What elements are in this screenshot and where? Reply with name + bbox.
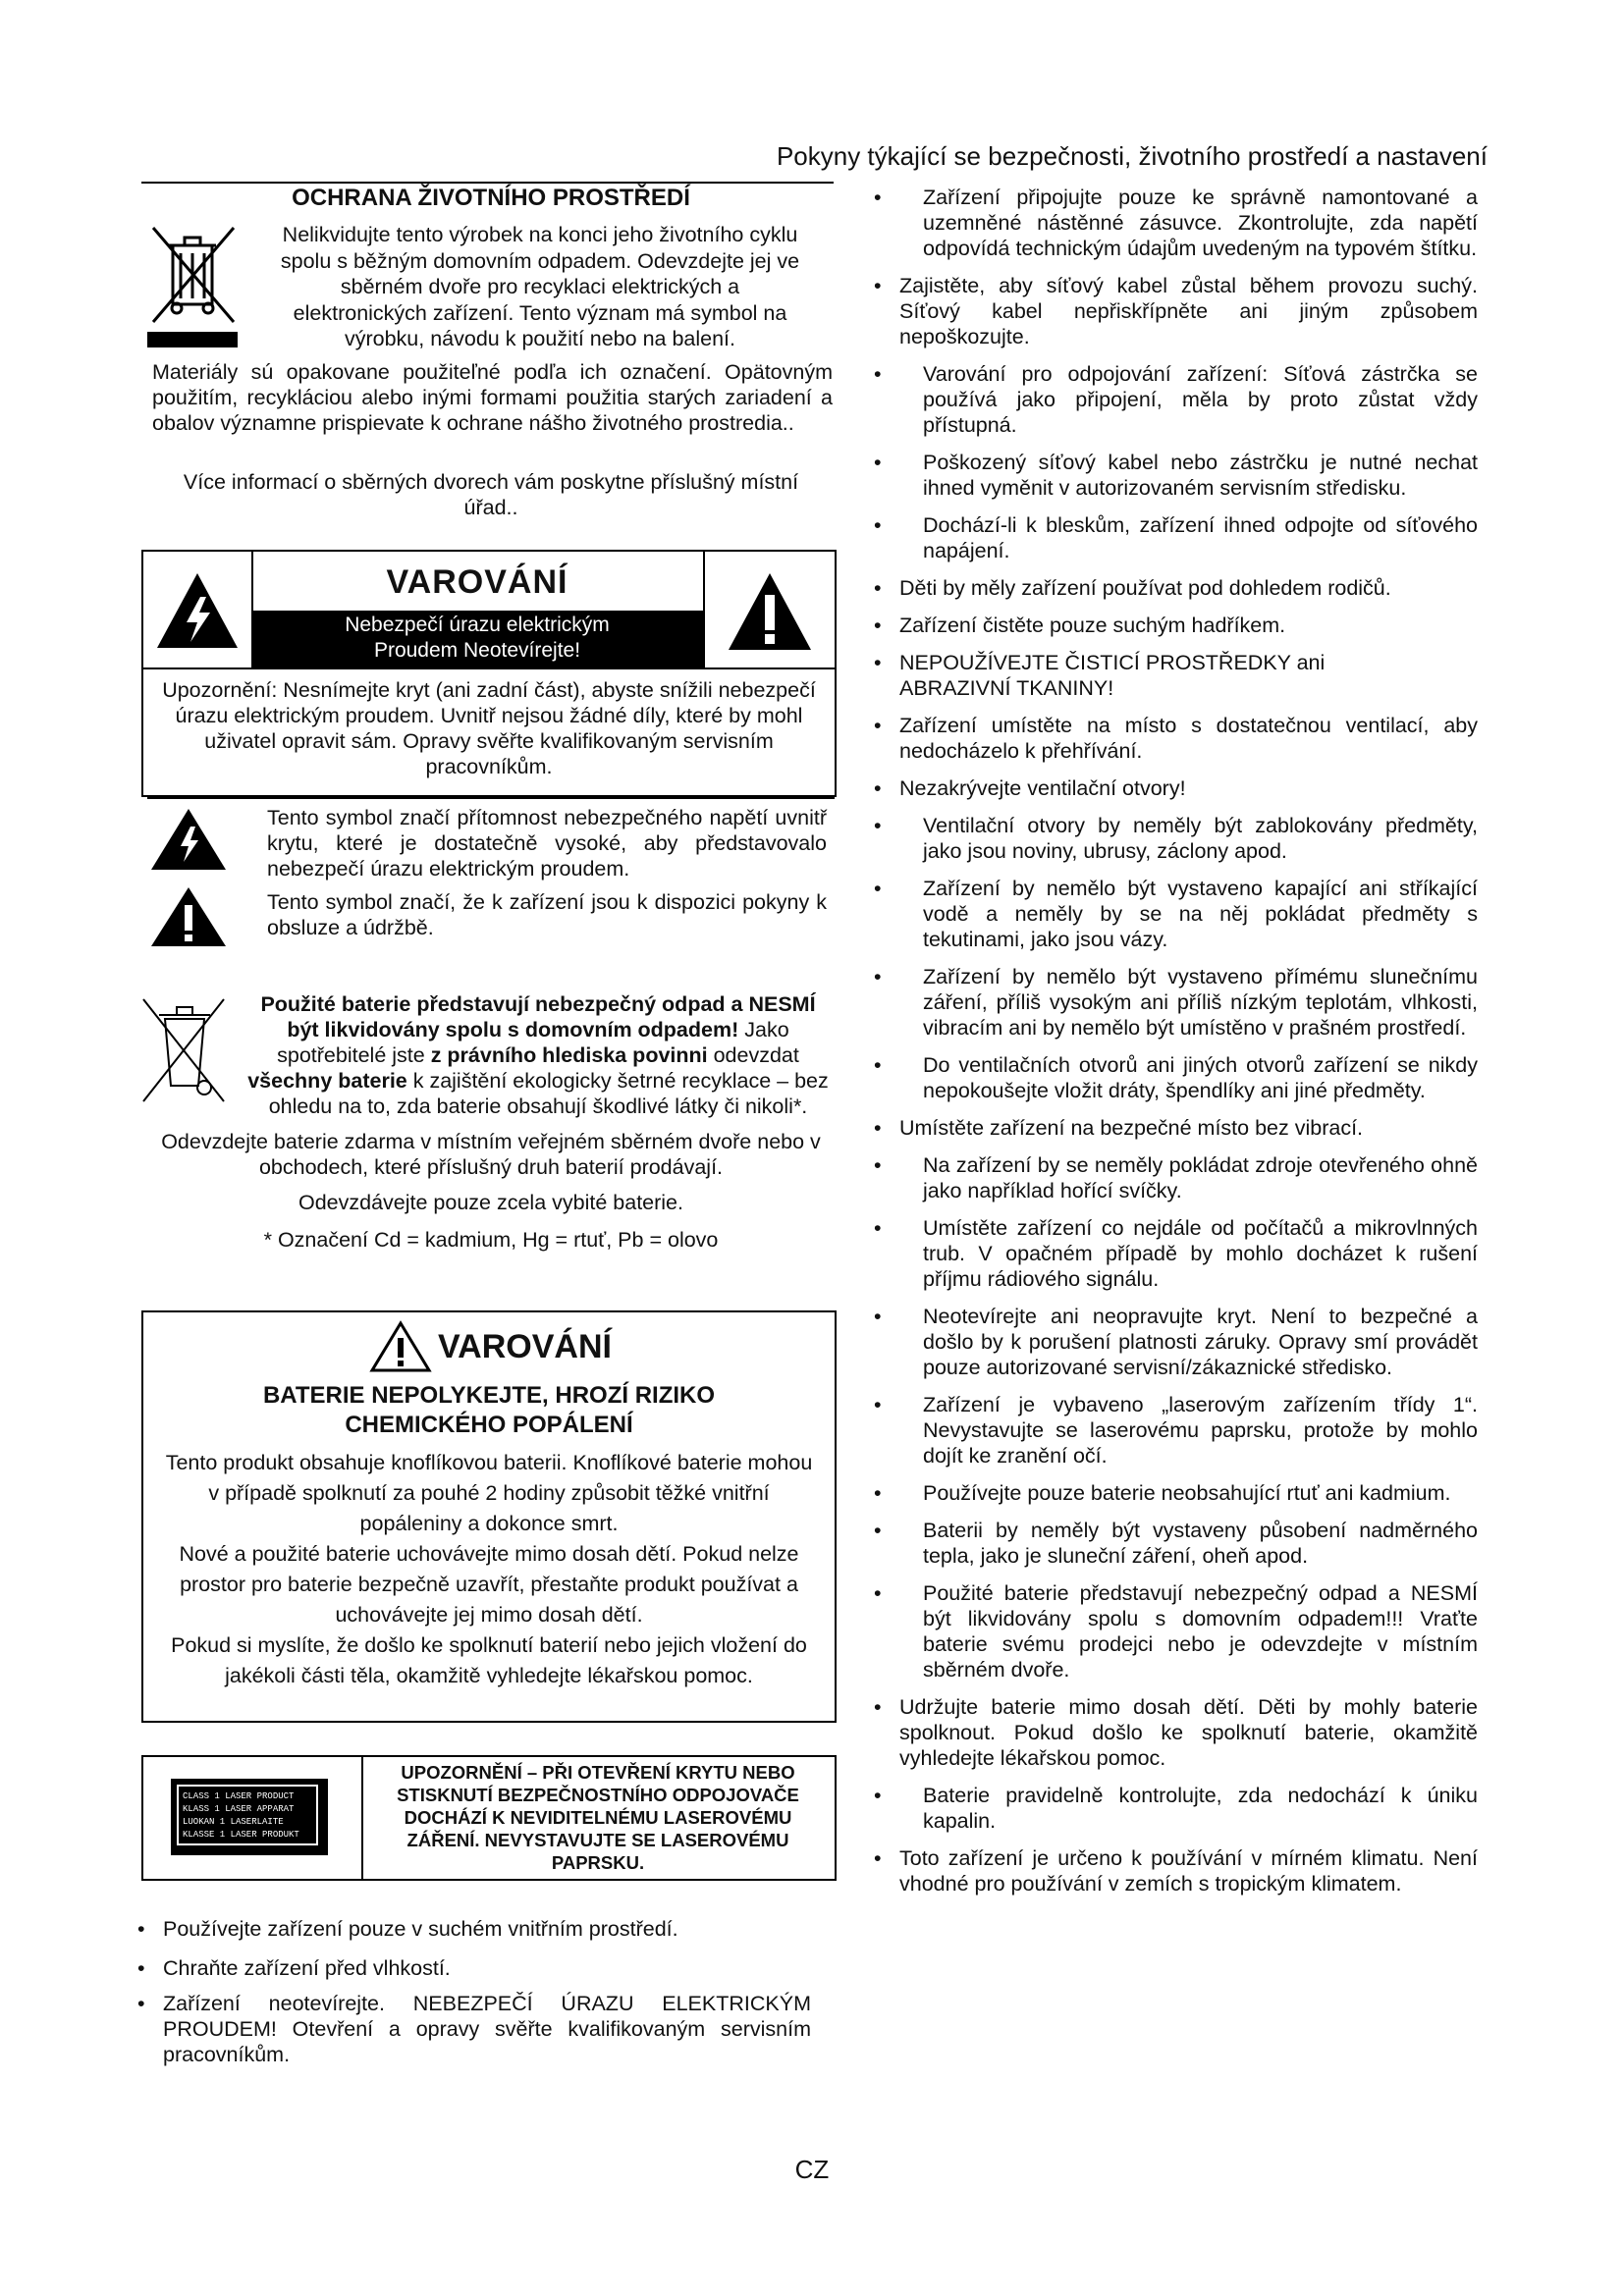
laser-label-text (177, 1785, 318, 1845)
bullet-dot: • (874, 274, 882, 297)
bullet-text: Neotevírejte ani neopravujte kryt. Není to bezpečné a došlo by k porušení platnosti záruky. Opravy smí provádět pouze autorizované servisní/zákaznické středisko. (923, 1305, 1478, 1379)
right-bullet-item (874, 1694, 1478, 1771)
laser-label-line: CLASS 1 LASER PRODUCT (183, 1791, 295, 1801)
right-bullet-item (874, 185, 1478, 261)
battery-warning-subtitle (143, 1381, 835, 1440)
laser-label (171, 1779, 328, 1855)
bullet-text: Zařízení umístěte na místo s dostatečnou ventilací, aby nedocházelo k přehřívání. (899, 714, 1478, 763)
bullet-dot: • (874, 1846, 882, 1870)
bullet-dot: • (874, 1116, 882, 1140)
right-bullet-item (874, 775, 1478, 801)
right-bullet-item (874, 1518, 1478, 1569)
bullet-text: Děti by měly zařízení používat pod dohledem rodičů. (899, 576, 1391, 600)
bullet-text: Zařízení připojujte pouze ke správně namontované a uzemněné nástěnné zásuvce. Zkontrolujte, zda napětí odpovídá technickým údajům uvedeným na typovém štítku. (923, 186, 1478, 260)
right-bullet-item (874, 1152, 1478, 1203)
battery-return-text: Odevzdejte baterie zdarma v místním veřejném sběrném dvoře nebo v obchodech, které příslušný druh baterií prodávají. (161, 1130, 821, 1179)
bullet-dot: • (874, 714, 882, 737)
env-line: výrobku, návodu k použití nebo na balení. (344, 327, 736, 350)
battery-bold: všechny baterie (247, 1069, 407, 1093)
right-bullet-item (874, 964, 1478, 1041)
battery-warning-paragraph: Tento produkt obsahuje knoflíkovou baterii. Knoflíkové baterie mohou v případě spolknutí za pouhé 2 hodiny způsobit těžké vnitřní popáleniny a dokonce smrt. (165, 1451, 813, 1535)
laser-warning-box (141, 1755, 837, 1881)
bullet-text: Varování pro odpojování zařízení: Síťová zástrčka se používá jako připojení, měla by proto zůstat vždy přístupná. (923, 362, 1478, 437)
exclamation-warning-icon (705, 552, 835, 667)
voltage-symbol-text: Tento symbol značí přítomnost nebezpečného napětí uvnitř krytu, které je dostatečně vysoké, aby představovalo nebezpečí úrazu elektrickým proudem. (267, 806, 827, 881)
subtitle-line: CHEMICKÉHO POPÁLENÍ (345, 1412, 633, 1438)
bullet-text: Používejte zařízení pouze v suchém vnitřním prostředí. (163, 1917, 678, 1941)
warning-body: Upozornění: Nesnímejte kryt (ani zadní část), abyste snížili nebezpečí úrazu elektrickým proudem. Uvnitř nejsou žádné díly, které by mohl uživatel opravit sám. Opravy svěřte kvalifikovaným servisním pracovníkům. (162, 678, 816, 778)
bullet-dot: • (874, 965, 882, 988)
laser-label-line: KLASSE 1 LASER PRODUKT (183, 1830, 299, 1840)
electric-warning-box (141, 550, 837, 797)
battery-warning-body (163, 1448, 815, 1691)
battery-bold: Použité baterie představují nebezpečný odpad a NESMÍ být likvidovány spolu s domovním odpadem! (260, 992, 816, 1041)
right-bullet-item (874, 650, 1478, 701)
right-bullet-item (874, 361, 1478, 438)
bullet-dot: • (874, 1481, 882, 1505)
bullet-text: Zajistěte, aby síťový kabel zůstal během provozu suchý. Síťový kabel nepřiskřípněte ani jiným způsobem nepoškozujte. (899, 274, 1478, 348)
bullet-text: Nezakrývejte ventilační otvory! (899, 776, 1186, 800)
env-line: sběrném dvoře pro recyklaci elektrických a (340, 275, 740, 298)
bullet-dot: • (137, 1917, 145, 1941)
right-bullet-item (874, 1783, 1478, 1834)
right-bullet-item (874, 876, 1478, 952)
bullet-text: Zařízení čistěte pouze suchým hadříkem. (899, 614, 1286, 637)
battery-warning-title: VAROVÁNÍ (438, 1328, 612, 1365)
bullet-dot: • (874, 1393, 882, 1416)
crossed-bin-icon (147, 224, 238, 351)
bullet-text: Umístěte zařízení co nejdále od počítačů a mikrovlnných trub. V opačném případě by mohlo docházet k rušení příjmu rádiového signálu. (923, 1216, 1478, 1291)
right-bullet-item (874, 512, 1478, 563)
battery-empty-text: Odevzdávejte pouze zcela vybité baterie. (298, 1191, 683, 1214)
right-bullet-item (874, 273, 1478, 349)
right-bullet-item (874, 1052, 1478, 1103)
battery-normal: Jako spotřebitelé jste (277, 1018, 789, 1067)
bullet-dot: • (874, 451, 882, 474)
bullet-dot: • (874, 1519, 882, 1542)
env-info: Více informací o sběrných dvorech vám poskytne příslušný místní úřad.. (183, 470, 799, 519)
warning-left-panel (143, 552, 253, 667)
bullet-text: Baterie pravidelně kontrolujte, zda nedochází k úniku kapalin. (923, 1784, 1478, 1833)
bullet-text: Toto zařízení je určeno k používání v mírném klimatu. Není vhodné pro používání v zemích s tropickým klimatem. (899, 1846, 1478, 1896)
bullet-dot: • (874, 877, 882, 900)
bullet-dot: • (874, 186, 882, 209)
bullet-dot: • (874, 1784, 882, 1807)
battery-warning-box (141, 1310, 837, 1723)
bullet-text: Poškozený síťový kabel nebo zástrčku je nutné nechat ihned vyměnit v autorizovaném servisním středisku. (923, 451, 1478, 500)
bullet-text: Na zařízení by se neměly pokládat zdroje otevřeného ohně jako například hořící svíčky. (923, 1153, 1478, 1202)
lightning-warning-icon (143, 552, 251, 667)
battery-normal: k zajištění ekologicky šetrné recyklace – bez ohledu na to, zda baterie obsahují škodlivé látky či nikoli*. (268, 1069, 829, 1118)
bullet-text: Zařízení by nemělo být vystaveno kapající ani stříkající vodě a neměly by se na něj pokládat předměty s tekutinami, jako jsou vázy. (923, 877, 1478, 951)
bullet-text: NEPOUŽÍVEJTE ČISTICÍ PROSTŘEDKY ani ABRAZIVNÍ TKANINY! (899, 651, 1326, 700)
right-bullet-item (874, 1115, 1478, 1141)
instructions-symbol-text: Tento symbol značí, že k zařízení jsou k dispozici pokyny k obsluze a údržbě. (267, 890, 827, 939)
right-bullet-item (874, 1845, 1478, 1896)
page-language-footer: CZ (794, 2155, 830, 2184)
warning-divider (143, 667, 835, 669)
laser-label-line: LUOKAN 1 LASERLAITE (183, 1817, 284, 1827)
exclamation-outline-icon (369, 1320, 432, 1373)
bullet-dot: • (874, 614, 882, 637)
battery-bold: z právního hlediska povinni (430, 1043, 708, 1067)
bullet-dot: • (874, 1695, 882, 1719)
subtitle-line: BATERIE NEPOLYKEJTE, HROZÍ RIZIKO (262, 1382, 716, 1409)
bullet-text: Baterii by neměly být vystaveny působení nadměrného tepla, jako je sluneční záření, oheň apod. (923, 1519, 1478, 1568)
warning-bar-line: Nebezpečí úrazu elektrickým (345, 614, 610, 636)
battery-normal: odevzdat (707, 1043, 799, 1067)
bullet-text: Umístěte zařízení na bezpečné místo bez vibrací. (899, 1116, 1364, 1140)
laser-warning-text: UPOZORNĚNÍ – PŘI OTEVŘENÍ KRYTU NEBO STISKNUTÍ BEZPEČNOSTNÍHO ODPOJOVAČE DOCHÁZÍ K NEVIDITELNÉMU LASEROVÉMU ZÁŘENÍ. NEVYSTAVUJTE SE LASEROVÉMU PAPRSKU. (397, 1762, 799, 1873)
bullet-dot: • (874, 814, 882, 837)
bullet-dot: • (874, 1153, 882, 1177)
right-bullet-item (874, 613, 1478, 638)
right-bullet-item (874, 1304, 1478, 1380)
right-bullet-list (874, 185, 1478, 1908)
bullet-text: Udržujte baterie mimo dosah dětí. Děti by mohly baterie spolknout. Pokud došlo ke spolknutí baterie, okamžitě vyhledejte lékařskou pomoc. (899, 1695, 1478, 1770)
bullet-dot: • (874, 1581, 882, 1605)
env-sk-text: Materiály sú opakovane použiteľné podľa ich označení. Opätovným použitím, recykláciou alebo inými formami použitia starých zariadení a obalov významne prispievate k ochrane nášho životného prostredia.. (152, 360, 833, 435)
bullet-text: Chraňte zařízení před vlhkostí. (163, 1956, 451, 1980)
bullet-dot: • (137, 1992, 145, 2015)
env-line: spolu s běžným domovním odpadem. Odevzdejte jej ve (280, 248, 800, 273)
battery-warning-paragraph: Nové a použité baterie uchovávejte mimo dosah dětí. Pokud nelze prostor pro baterie bezpečně uzavřít, přestaňte produkt používat a uchovávejte jej mimo dosah dětí. (179, 1542, 799, 1627)
env-line: Nelikvidujte tento výrobek na konci jeho životního cyklu (282, 223, 798, 246)
bullet-text: Ventilační otvory by neměly být zablokovány předměty, jako jsou noviny, ubrusy, záclony apod. (923, 814, 1478, 863)
right-bullet-item (874, 713, 1478, 764)
bullet-text: Používejte pouze baterie neobsahující rtuť ani kadmium. (923, 1481, 1451, 1505)
warning-center-panel (251, 552, 705, 667)
warning-right-panel (705, 552, 835, 667)
right-bullet-item (874, 450, 1478, 501)
env-text (241, 222, 839, 352)
bullet-text: Do ventilačních otvorů ani jiných otvorů zařízení se nikdy nepokoušejte vložit dráty, špendlíky ani jiné předměty. (923, 1053, 1478, 1102)
warning-bar-line: Proudem Neotevírejte! (373, 639, 581, 662)
bullet-dot: • (874, 1216, 882, 1240)
bullet-text: Zařízení by nemělo být vystaveno přímému slunečnímu záření, příliš vysokým ani příliš nízkým teplotám, vlhkosti, vibracím ani by nemělo být umístěno v prašném prostředí. (923, 965, 1478, 1040)
battery-bin-icon (139, 991, 228, 1109)
warning-black-bar (251, 611, 703, 667)
laser-label-panel (143, 1757, 363, 1879)
bullet-dot: • (874, 513, 882, 537)
right-bullet-item (874, 1392, 1478, 1468)
bullet-text: Zařízení je vybaveno „laserovým zařízením třídy 1“. Nevystavujte se laserovému paprsku, protože by mohlo dojít ke zranění očí. (923, 1393, 1478, 1468)
bullet-dot: • (874, 651, 882, 674)
warning-title: VAROVÁNÍ (386, 563, 568, 601)
battery-warning-paragraph: Pokud si myslíte, že došlo ke spolknutí baterií nebo jejich vložení do jakékoli části těla, okamžitě vyhledejte lékařskou pomoc. (171, 1633, 807, 1687)
bullet-dot: • (874, 776, 882, 800)
bullet-dot: • (137, 1956, 145, 1980)
right-bullet-item (874, 1215, 1478, 1292)
env-line: elektronických zařízení. Tento význam má symbol na (293, 300, 787, 325)
battery-footnote: * Označení Cd = kadmium, Hg = rtuť, Pb = olovo (263, 1228, 719, 1252)
bullet-dot: • (874, 1053, 882, 1077)
bullet-dot: • (874, 576, 882, 600)
right-bullet-item (874, 1480, 1478, 1506)
bullet-text: Použité baterie představují nebezpečný odpad a NESMÍ být likvidovány spolu s domovním odpadem!!! Vraťte baterie svému prodejci nebo je odevzdejte v místním sběrném dvoře. (923, 1581, 1478, 1682)
page-header: Pokyny týkající se bezpečnosti, životního prostředí a nastavení (776, 141, 1488, 171)
right-bullet-item (874, 1580, 1478, 1682)
right-bullet-item (874, 575, 1478, 601)
laser-label-line: KLASS 1 LASER APPARAT (183, 1804, 295, 1814)
instructions-symbol-icon (147, 885, 230, 950)
right-bullet-item (874, 813, 1478, 864)
header-rule (141, 182, 834, 184)
bullet-text: Dochází-li k bleskům, zařízení ihned odpojte od síťového napájení. (923, 513, 1478, 562)
bullet-text: Zařízení neotevírejte. NEBEZPEČÍ ÚRAZU ELEKTRICKÝM PROUDEM! Otevření a opravy svěřte kvalifikovaným servisním pracovníkům. (163, 1992, 811, 2066)
bullet-dot: • (874, 1305, 882, 1328)
symbols-rule (147, 797, 835, 799)
battery-disposal-text (244, 991, 833, 1119)
bullet-dot: • (874, 362, 882, 386)
voltage-symbol-icon (147, 805, 230, 874)
env-heading: OCHRANA ŽIVOTNÍHO PROSTŘEDÍ (292, 185, 690, 211)
